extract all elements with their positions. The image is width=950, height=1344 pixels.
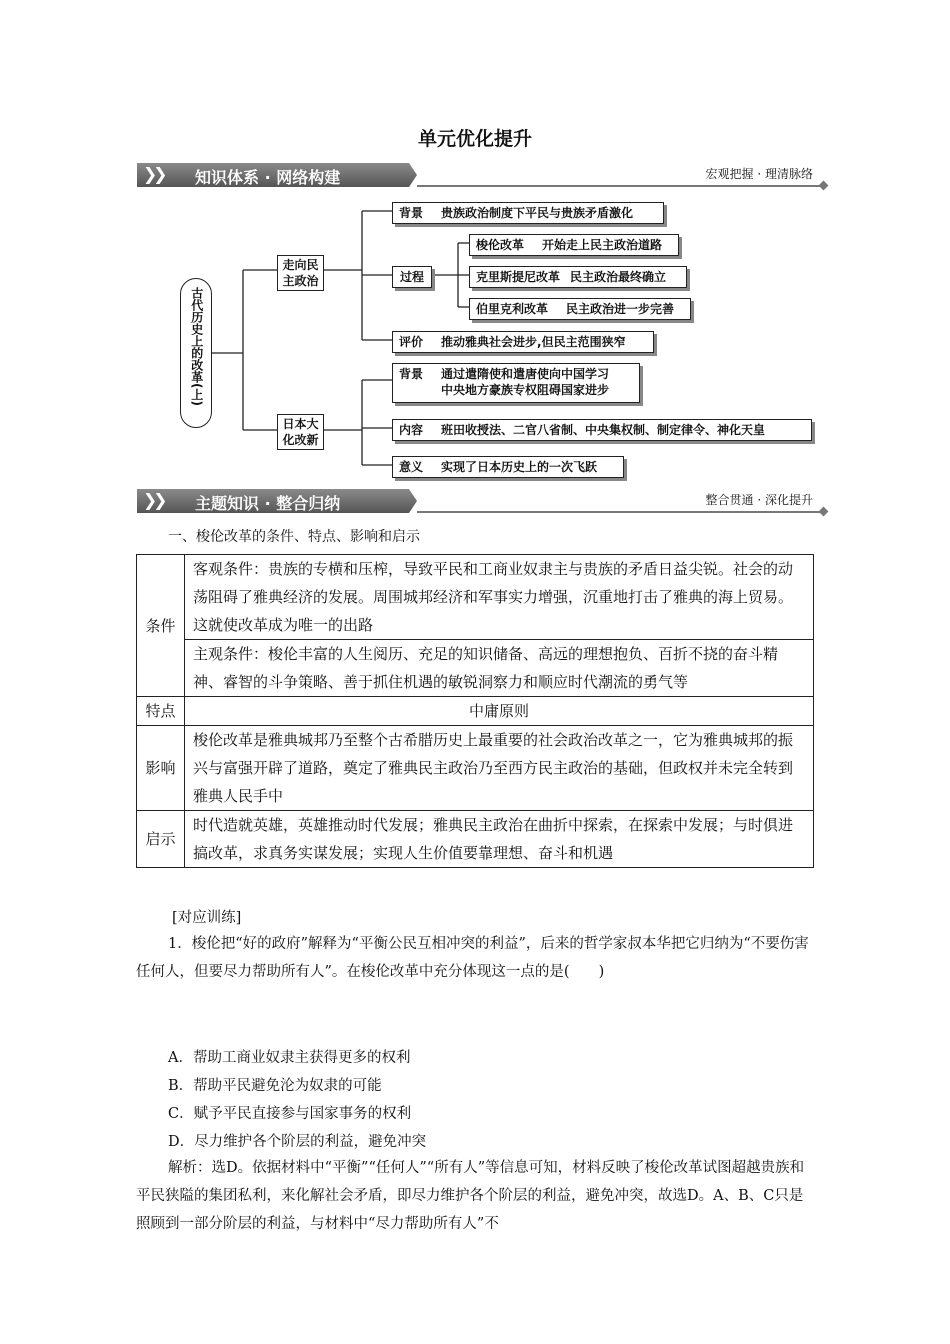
mindmap-node-solon: 梭伦改革 开始走上民主政治道路 — [469, 234, 679, 256]
row-header-insights: 启示 — [137, 811, 185, 868]
option-b: B．帮助平民避免沦为奴隶的可能 — [168, 1078, 382, 1094]
question-text: 1．梭伦把“好的政府”解释为“平衡公民互相冲突的利益”，后来的哲学家叔本华把它归纳为“不要伤害任何人，但要尽力帮助所有人”。在梭伦改革中充分体现这一点的是( ) — [136, 936, 809, 980]
banner-label: 知识体系 · 网络构建 — [195, 168, 341, 187]
mindmap-node-process: 过程 — [392, 266, 432, 288]
option-a: A．帮助工商业奴隶主获得更多的权利 — [168, 1050, 411, 1066]
table-row — [137, 555, 814, 640]
mindmap-node-taika-content: 内容 班田收授法、二官八省制、中央集权制、制定律令、神化天皇 — [392, 419, 812, 441]
row-header-influence: 影响 — [137, 726, 185, 811]
cell-insights: 时代造就英雄，英雄推动时代发展；雅典民主政治在曲折中探索，在探索中发展；与时俱进搞改革，求真务实谋发展；实现人生价值要靠理想、奋斗和机遇 — [185, 811, 814, 868]
mindmap-branch-taika: 日本大化改新 — [277, 414, 324, 450]
summary-table — [136, 554, 814, 868]
mindmap-root: 古代历史上的改革(上) — [180, 278, 212, 428]
page-title: 单元优化提升 — [417, 128, 532, 150]
mindmap-node-taika-background: 背景 通过遣隋使和遣唐使向中国学习 中央地方豪族专权阻碍国家进步 — [392, 363, 640, 403]
section-heading: 一、梭伦改革的条件、特点、影响和启示 — [168, 529, 420, 545]
chevron-icon: ❯❯ — [143, 165, 164, 185]
banner-label: 主题知识 · 整合归纳 — [195, 494, 341, 513]
cell-influence: 梭伦改革是雅典城邦乃至整个古希腊历史上最重要的社会政治改革之一，它为雅典城邦的振兴与富强开辟了道路，奠定了雅典民主政治乃至西方民主政治的基础，但政权并未完全转到雅典人民手中 — [185, 726, 814, 811]
option-d: D．尽力维护各个阶层的利益，避免冲突 — [168, 1134, 427, 1150]
mindmap-node-evaluation: 评价 推动雅典社会进步,但民主范围狭窄 — [392, 331, 654, 353]
analysis-text: 解析：选D。依据材料中“平衡”“任何人”“所有人”等信息可知，材料反映了梭伦改革试图超越贵族和平民狭隘的集团私利，来化解社会矛盾，即尽力维护各个阶层的利益，避免冲突，故选D。A、B、C只是照顾到一部分阶层的利益，与材料中“尽力帮助所有人”不 — [136, 1160, 805, 1232]
chevron-icon: ❯❯ — [143, 491, 164, 511]
table-row — [137, 697, 814, 726]
option-c: C．赋予平民直接参与国家事务的权利 — [168, 1106, 412, 1122]
cell-features: 中庸原则 — [185, 697, 814, 726]
banner-subtitle: 宏观把握 · 理清脉络 — [705, 167, 813, 181]
diamond-icon — [819, 507, 829, 517]
table-row — [137, 640, 814, 697]
table-row — [137, 811, 814, 868]
section-banner-topic — [137, 489, 827, 515]
banner-subtitle: 整合贯通 · 深化提升 — [705, 493, 813, 507]
mindmap-branch-democracy: 走向民主政治 — [277, 255, 324, 291]
row-header-conditions: 条件 — [137, 555, 185, 697]
mindmap-node-taika-significance: 意义 实现了日本历史上的一次飞跃 — [392, 456, 624, 478]
mindmap-node-pericles: 伯里克利改革 民主政治进一步完善 — [469, 298, 691, 320]
mindmap-node-background: 背景 贵族政治制度下平民与贵族矛盾激化 — [392, 202, 664, 224]
row-header-features: 特点 — [137, 697, 185, 726]
cell-objective-conditions: 客观条件：贵族的专横和压榨，导致平民和工商业奴隶主与贵族的矛盾日益尖锐。社会的动荡阻碍了雅典经济的发展。周围城邦经济和军事实力增强，沉重地打击了雅典的海上贸易。这就使改革成为唯一的出路 — [185, 555, 814, 640]
practice-label: [对应训练] — [172, 910, 242, 926]
table-row — [137, 726, 814, 811]
mindmap-node-cleisthenes: 克里斯提尼改革 民主政治最终确立 — [469, 266, 687, 288]
cell-subjective-conditions: 主观条件：梭伦丰富的人生阅历、充足的知识储备、高远的理想抱负、百折不挠的奋斗精神、睿智的斗争策略、善于抓住机遇的敏锐洞察力和顺应时代潮流的勇气等 — [185, 640, 814, 697]
